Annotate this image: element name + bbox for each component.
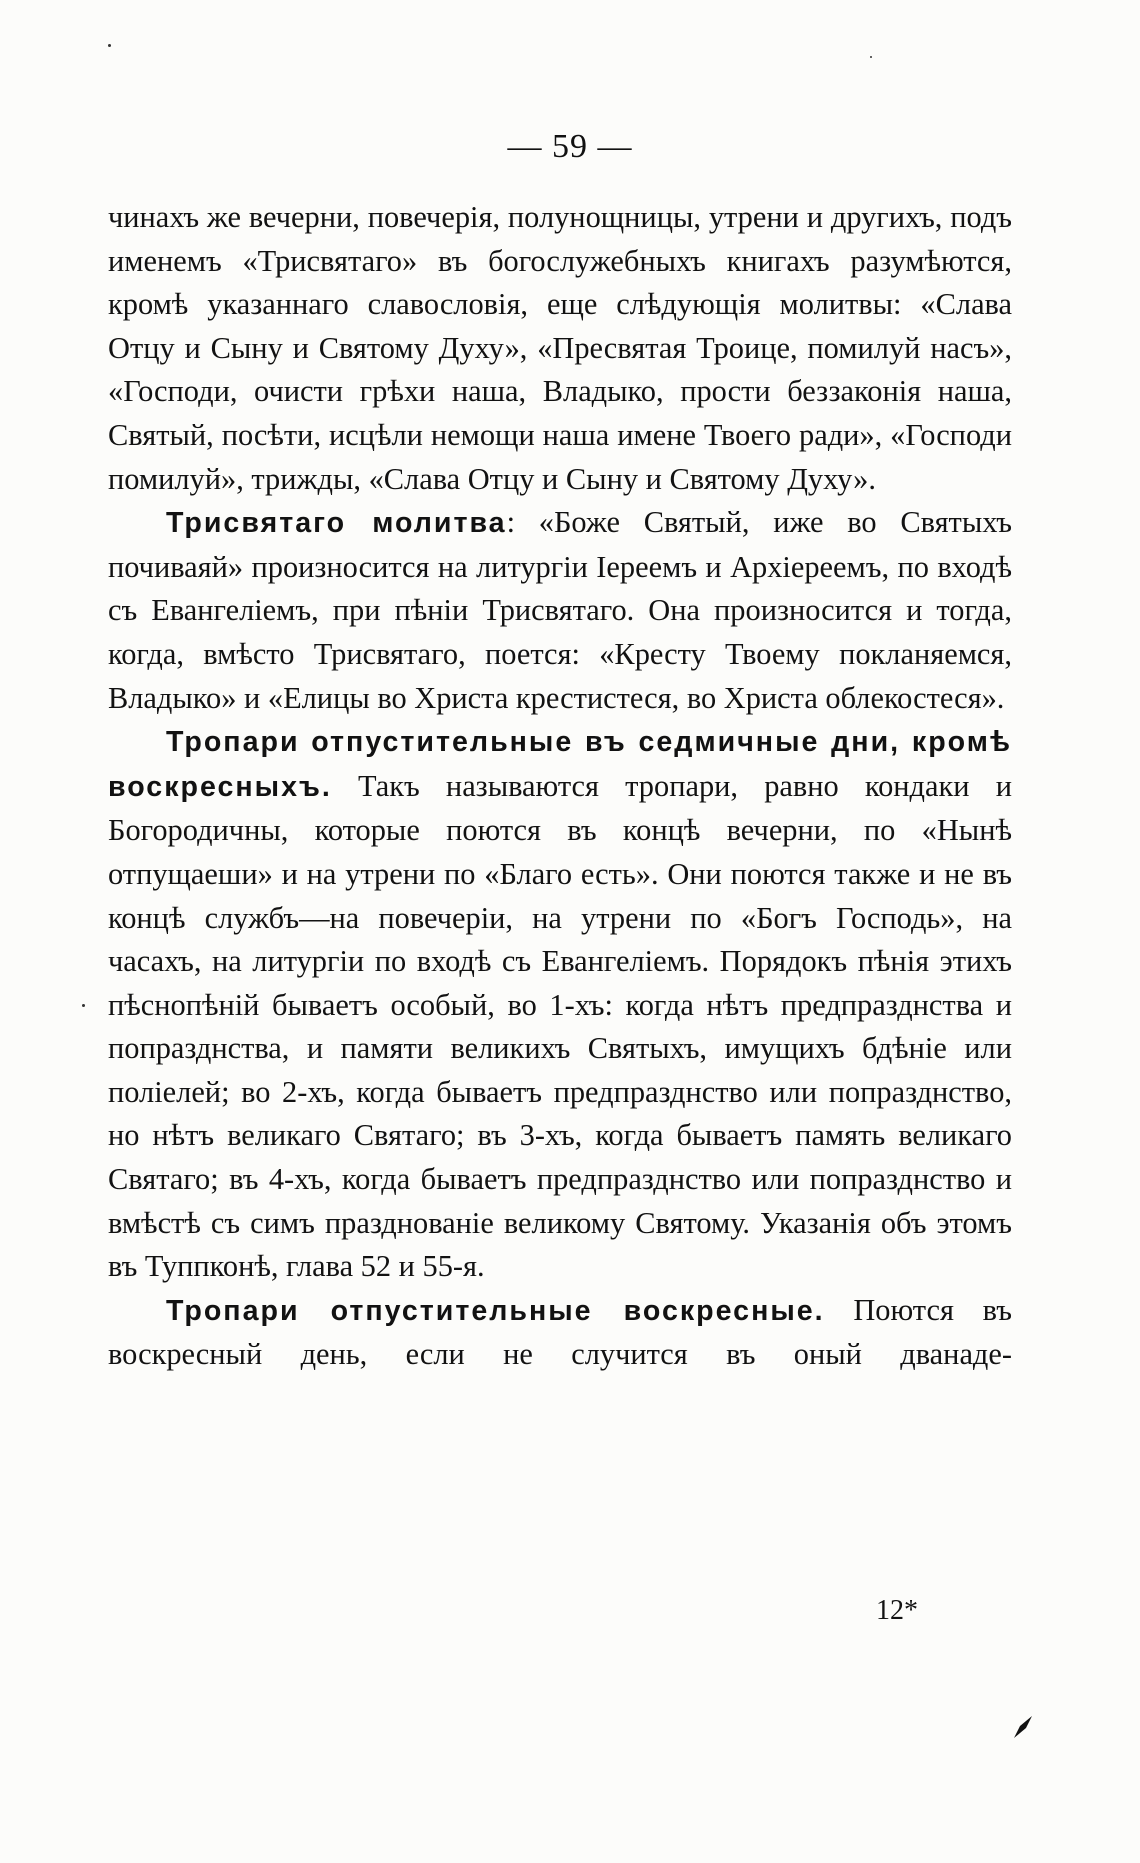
pen-stroke-mark xyxy=(1010,1712,1038,1740)
dust-speck xyxy=(870,56,872,58)
dust-speck xyxy=(108,44,111,47)
paragraph-4 xyxy=(108,1289,1012,1377)
body-text xyxy=(108,196,1012,1377)
page-number: — 59 — xyxy=(507,128,633,165)
paragraph-3 xyxy=(108,720,1012,1289)
paragraph-text: чинахъ же вечерни, повечерія, полунощницы, утрени и другихъ, подъ именемъ «Трисвятаго» въ богослужебныхъ книгахъ разумѣются, кромѣ указаннаго славословія, еще слѣдующія молитвы: «Слава Отцу и Сыну и Святому Духу», «Пресвятая Троице, помилуй насъ», «Господи, очисти грѣхи наша, Владыко, прости беззаконія наша, Святый, посѣти, исцѣли немощи наша имене Твоего ради», «Господи помилуй», трижды, «Слава Отцу и Сыну и Святому Духу». xyxy=(108,200,1012,496)
signature-mark: 12* xyxy=(876,1595,918,1626)
paragraph-2 xyxy=(108,501,1012,720)
paragraph-text: Поются въ воскресный день, если не случится въ оный дванаде- xyxy=(108,1292,1012,1372)
paragraph-text: : «Боже Святый, иже во Святыхъ почиваяй» произносится на литургіи Іереемъ и Архіереемъ, по входѣ съ Евангеліемъ, при пѣніи Трисвятаго. Она произносится и тогда, когда, вмѣсто Трисвятаго, поется: «Кресту Твоему покланяемся, Владыко» и «Елицы во Христа крестистеся, во Христа облекостеся». xyxy=(108,505,1013,715)
term-heading: Тропари отпустительные воскресные. xyxy=(166,1294,825,1327)
term-heading: Тропари отпустительные въ седмичные дни, кромѣ воскресныхъ. xyxy=(108,726,1012,803)
term-heading: Трисвятаго молитва xyxy=(166,507,507,540)
dust-speck xyxy=(82,1004,85,1007)
paragraph-text: Такъ называются тропари, равно кондаки и Богородичны, которые поются въ концѣ вечерни, по «Нынѣ отпущаеши» и на утрени по «Благо есть». Они поются также и не въ концѣ службъ—на повечеріи, на утрени по «Богъ Господь», на часахъ, на литургіи по входѣ съ Евангеліемъ. Порядокъ пѣнія этихъ пѣснопѣній бываетъ особый, во 1-хъ: когда нѣтъ предпразднства и попразднства, и памяти великихъ Святыхъ, имущихъ бдѣніе или поліелей; во 2-хъ, когда бываетъ предпразднство или попразднство, но нѣтъ великаго Святаго; въ 3-хъ, когда бываетъ память великаго Святаго; въ 4-хъ, когда бываетъ предпразднство или попразднство и вмѣстѣ съ симъ празднованіе великому Святому. Указанія объ этомъ въ Туппконѣ, глава 52 и 55-я. xyxy=(108,768,1012,1284)
paragraph-1 xyxy=(108,196,1012,501)
